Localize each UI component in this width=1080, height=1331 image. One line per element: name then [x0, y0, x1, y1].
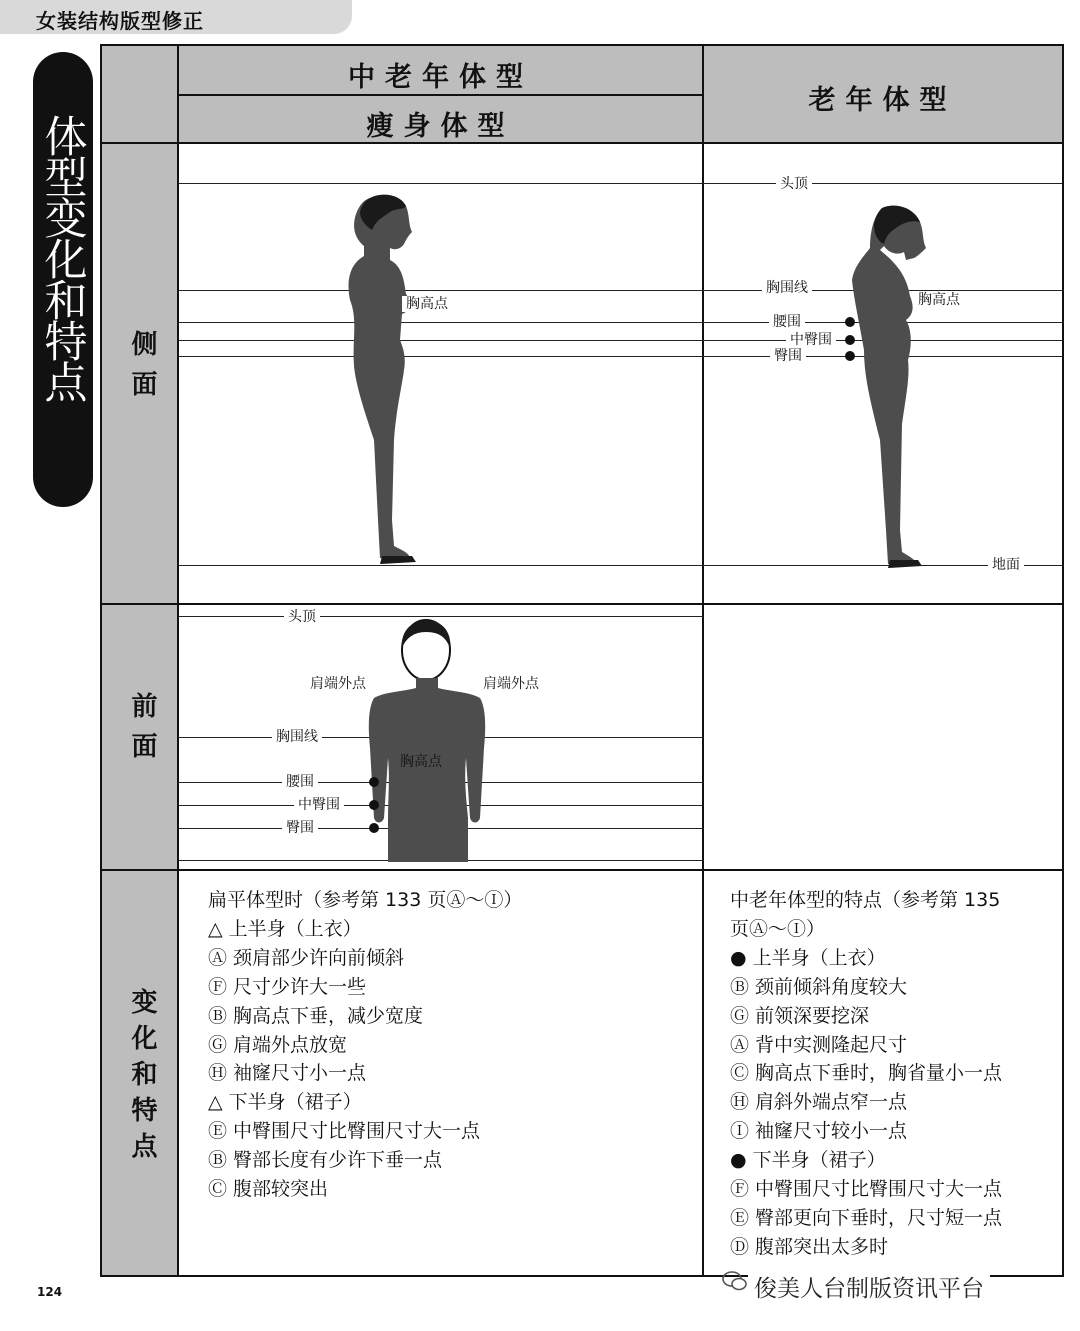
note-line: △ 上半身（上衣） — [208, 917, 362, 940]
label-bust-point-left: 胸高点 — [402, 296, 452, 312]
note-line: Ⓐ 颈肩部少许向前倾斜 — [208, 946, 405, 969]
header-title: 女装结构版型修正 — [36, 9, 204, 33]
label-shoulder-left: 肩端外点 — [306, 676, 370, 692]
note-line: Ⓕ 尺寸少许大一些 — [208, 975, 367, 998]
row-label-front: 前面 — [127, 692, 157, 772]
measure-dots-side — [840, 314, 860, 364]
label-bust-point-right: 胸高点 — [914, 292, 964, 308]
side-figure-thin — [320, 190, 450, 570]
column-header-thin: 瘦身体型 — [366, 111, 515, 142]
label-waist-front: 腰围 — [282, 774, 318, 790]
label-head-top-front: 头顶 — [284, 609, 320, 625]
label-bust-line-front: 胸围线 — [272, 729, 322, 745]
label-ground: 地面 — [988, 557, 1024, 573]
grid-line — [177, 46, 179, 1275]
grid-line — [102, 869, 1062, 871]
side-figure-elderly — [830, 200, 940, 570]
note-line: Ⓔ 中臀围尺寸比臀围尺寸大一点 — [208, 1120, 481, 1143]
note-line: 扁平体型时（参考第 133 页Ⓐ～Ⓘ） — [208, 889, 523, 911]
note-line: △ 下半身（裙子） — [208, 1091, 362, 1114]
grid-line — [702, 46, 704, 1275]
note-line: Ⓑ 颈前倾斜角度较大 — [730, 975, 908, 998]
label-hip-right: 臀围 — [770, 348, 806, 364]
page-number: 124 — [37, 1285, 63, 1299]
label-shoulder-right: 肩端外点 — [479, 676, 543, 692]
note-line: Ⓕ 中臀围尺寸比臀围尺寸大一点 — [730, 1178, 1003, 1201]
measure-dots-front — [364, 774, 384, 836]
label-waist-right: 腰围 — [769, 314, 805, 330]
note-line: Ⓒ 胸高点下垂时，胸省量小一点 — [730, 1062, 1003, 1085]
note-line: Ⓖ 肩端外点放宽 — [208, 1033, 348, 1056]
label-bust-line-right: 胸围线 — [762, 280, 812, 296]
note-line: Ⓗ 肩斜外端点窄一点 — [730, 1091, 908, 1114]
notes-left — [208, 886, 522, 1204]
column-header-elderly: 老年体型 — [808, 85, 957, 116]
credit-text: 俊美人台制版资讯平台 — [748, 1268, 990, 1305]
side-tab-text: 体型变化和特点 — [37, 114, 88, 401]
note-line: Ⓐ 背中实测隆起尺寸 — [730, 1033, 908, 1056]
wechat-icon — [722, 1270, 748, 1292]
row-label-side: 侧面 — [127, 330, 157, 410]
note-line: Ⓒ 腹部较突出 — [208, 1178, 329, 1201]
note-line: Ⓓ 腹部突出太多时 — [730, 1235, 889, 1258]
row-label-changes: 变化和特点 — [127, 988, 157, 1168]
grid-line — [102, 603, 1062, 605]
label-mid-hip-front: 中臀围 — [294, 797, 344, 813]
note-line: Ⓑ 臀部长度有少许下垂一点 — [208, 1149, 443, 1172]
label-hip-front: 臀围 — [282, 820, 318, 836]
note-line: 中老年体型的特点（参考第 135 — [730, 889, 1001, 911]
front-head-line — [178, 616, 703, 617]
label-mid-hip-right: 中臀围 — [786, 332, 836, 348]
header-banner — [0, 0, 352, 34]
label-bust-point-front: 胸高点 — [400, 754, 442, 770]
note-line: 页Ⓐ～Ⓘ） — [730, 917, 826, 940]
note-line: ● 上半身（上衣） — [730, 946, 886, 969]
note-line: Ⓔ 臀部更向下垂时，尺寸短一点 — [730, 1206, 1003, 1229]
grid-line — [102, 142, 1062, 144]
side-tab — [33, 52, 93, 507]
note-line: Ⓑ 胸高点下垂，减少宽度 — [208, 1004, 424, 1027]
column-header-middle-aged: 中老年体型 — [348, 62, 533, 93]
notes-right — [730, 886, 1002, 1262]
label-head-top-right: 头顶 — [776, 176, 812, 192]
grid-line — [178, 94, 703, 96]
note-line: ● 下半身（裙子） — [730, 1149, 886, 1172]
note-line: Ⓘ 袖窿尺寸较小一点 — [730, 1120, 908, 1143]
note-line: Ⓖ 前领深要挖深 — [730, 1004, 870, 1027]
note-line: Ⓗ 袖窿尺寸小一点 — [208, 1062, 367, 1085]
ground-line-top — [178, 183, 1062, 184]
